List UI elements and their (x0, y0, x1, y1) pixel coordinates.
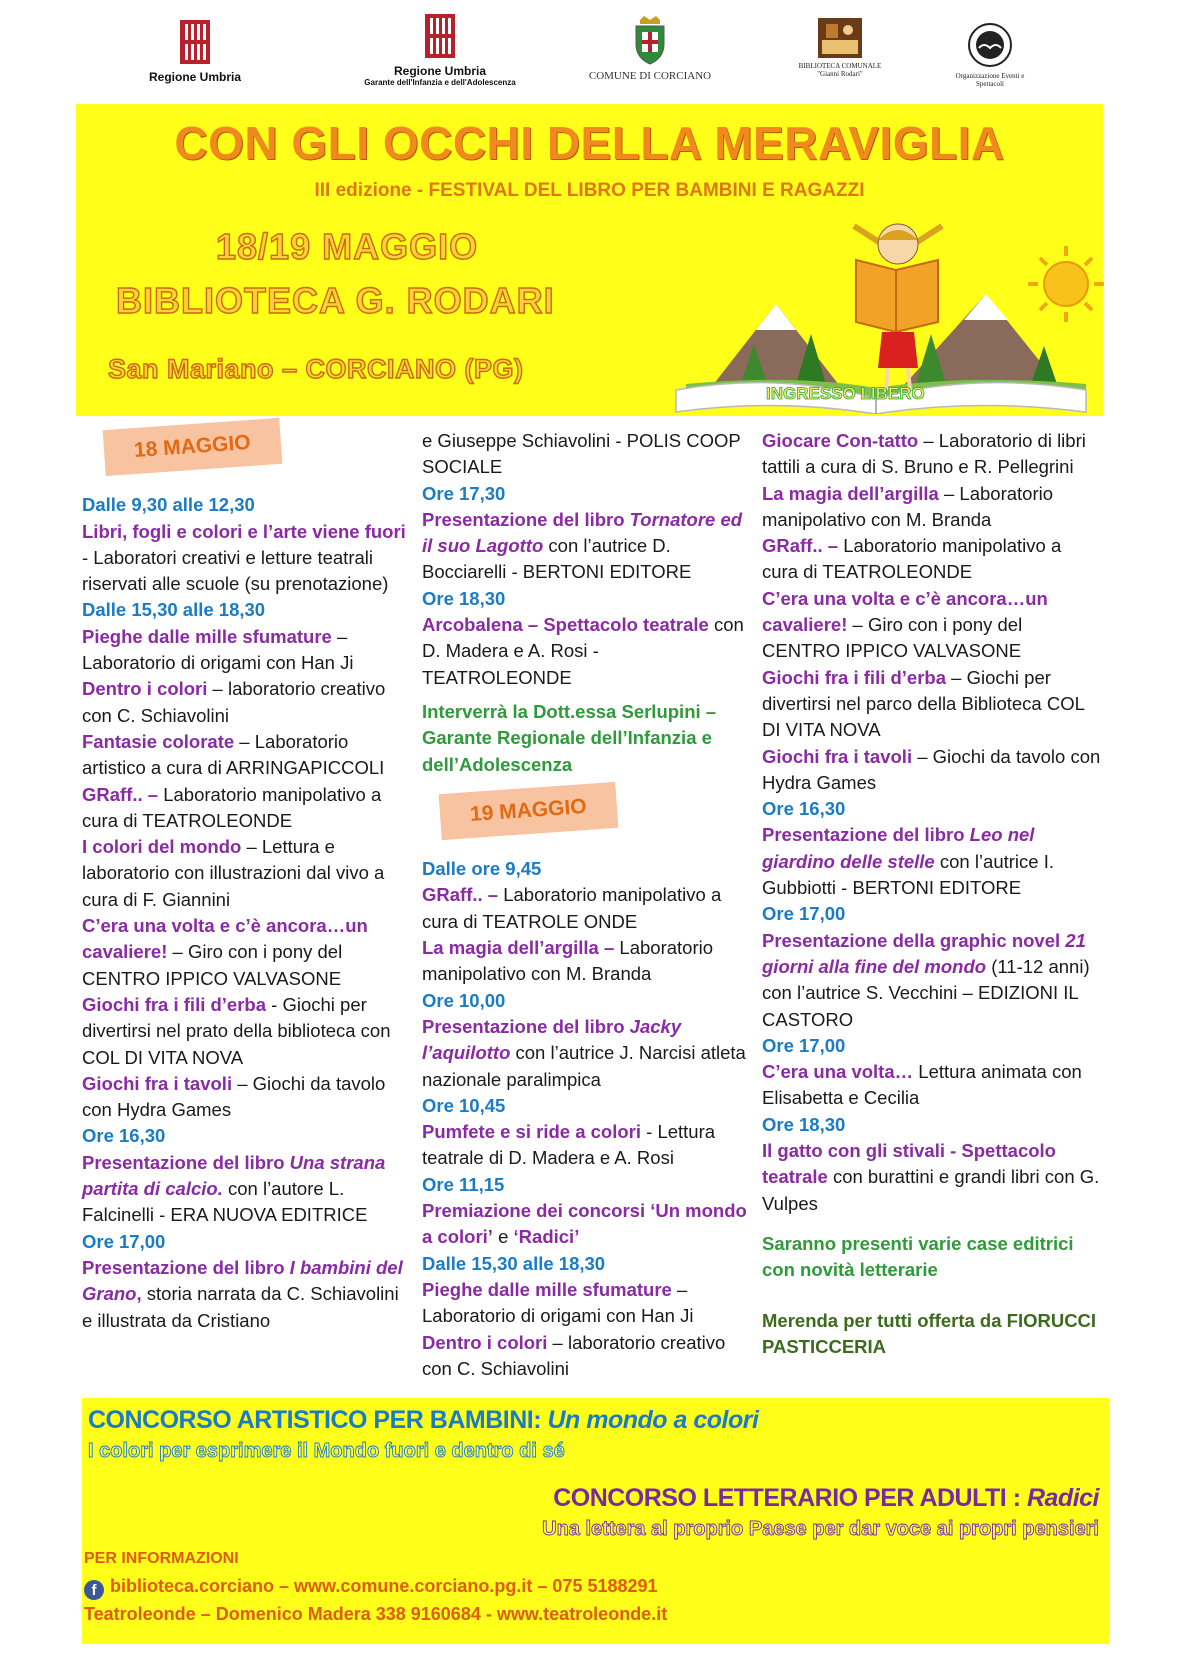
event-title: La magia dell’argilla – (422, 937, 615, 959)
event-desc: Laboratorio manipolativo con M. Branda (422, 937, 714, 985)
event-desc: – Giro con i pony del CENTRO IPPICO VALVASONE (82, 941, 343, 989)
event-title: Presentazione del libro (82, 1151, 290, 1173)
event-desc: – Giochi da tavolo con Hydra Games (82, 1072, 386, 1121)
program-entry (422, 1014, 752, 1093)
program-entry (82, 676, 412, 729)
time-slot: Ore 10,45 (422, 1094, 506, 1116)
program-entry (82, 519, 412, 598)
event-desc: storia narrata da C. Schiavolini e illustrata da Cristiano (82, 1283, 399, 1331)
event-desc: con l’autore L. Falcinelli - ERA NUOVA EDITRICE (82, 1178, 368, 1226)
corciano-crest-icon (630, 14, 670, 66)
festival-town: San Mariano – CORCIANO (PG) (108, 354, 524, 384)
teatroleonde-caption: Organizzazione Eventi e Spettacoli (955, 72, 1025, 88)
event-title: Giocare Con-tatto (762, 430, 919, 451)
info-label: PER INFORMAZIONI (84, 1550, 239, 1567)
contests-footer (82, 1398, 1109, 1644)
day-badge-18: 18 MAGGIO (103, 418, 283, 477)
program-entry (82, 992, 412, 1071)
event-title: Premiazione dei concorsi ‘Un mondo a colori’ (422, 1200, 747, 1248)
event-title: Giochi fra i fili d’erba (762, 666, 947, 688)
festival-subtitle: III edizione - FESTIVAL DEL LIBRO PER BAMBINI E RAGAZZI (314, 180, 865, 201)
publishers-note: Saranno presenti varie case editrici con novità letterarie (762, 1232, 1074, 1281)
event-title: Giochi fra i tavoli (82, 1072, 233, 1094)
regione-umbria-emblem-icon (178, 18, 212, 66)
logo-bar (0, 0, 1180, 100)
snack-note: Merenda per tutti offerta da FIORUCCI PASTICCERIA (762, 1309, 1097, 1357)
program-entry (82, 1071, 412, 1124)
event-title: Pieghe dalle mille sfumature (82, 625, 332, 647)
regione-umbria-logo (140, 18, 250, 84)
event-desc: – Laboratorio di origami con Han Ji (422, 1278, 694, 1327)
event-desc: – Laboratorio di libri tattili a cura di S. Bruno e R. Pellegrini (762, 430, 1086, 478)
art-contest-label: CONCORSO ARTISTICO PER BAMBINI: (88, 1406, 548, 1434)
book-title: 21 giorni alla fine del mondo (762, 929, 1086, 977)
event-title: Dentro i colori (82, 678, 208, 700)
comune-caption: COMUNE DI CORCIANO (588, 70, 712, 82)
event-desc: – Giro con i pony del CENTRO IPPICO VALVASONE (762, 614, 1023, 662)
program-entry (422, 612, 752, 691)
event-title: Presentazione del libro (422, 508, 630, 530)
program-entry (762, 428, 1102, 481)
festival-header (76, 104, 1103, 416)
teatroleonde-badge-icon (967, 22, 1013, 68)
time-slot: Ore 17,00 (762, 903, 846, 925)
event-desc: con l’autrice J. Narcisi atleta nazionale paralimpica (422, 1042, 746, 1090)
program-entry (762, 744, 1102, 797)
event-title: Presentazione della graphic novel (762, 929, 1066, 951)
biblioteca-photo-icon (818, 18, 862, 58)
program-entry-continued: e Giuseppe Schiavolini - POLIS COOP SOCIALE (422, 430, 741, 478)
program-entry (762, 665, 1102, 744)
event-desc: Lettura animata con Elisabetta e Cecilia (762, 1061, 1082, 1109)
time-slot: Ore 18,30 (422, 587, 506, 609)
day-badge-19: 19 MAGGIO (439, 782, 619, 841)
program-entry (762, 1138, 1102, 1217)
info-line-library (84, 1576, 658, 1600)
event-desc: con l’autrice D. Bocciarelli - BERTONI EDITORE (422, 535, 692, 583)
event-desc: – laboratorio creativo con C. Schiavolini (82, 678, 386, 726)
program-entry (82, 1255, 412, 1334)
event-desc: con l’autrice I. Gubbiotti - BERTONI EDITORE (762, 850, 1054, 899)
event-desc: Laboratorio manipolativo a cura di TEATROLEONDE (82, 783, 382, 831)
program-entry (82, 624, 412, 677)
book-title: Jacky l’aquilotto (422, 1015, 682, 1064)
time-slot: Dalle ore 9,45 (422, 858, 542, 880)
event-title: C’era una volta e c’è ancora…un cavaliere! (762, 587, 1048, 636)
time-slot: Ore 18,30 (762, 1113, 846, 1135)
time-slot: Ore 10,00 (422, 989, 506, 1011)
sun-icon (1028, 246, 1104, 322)
event-title: Presentazione del libro (82, 1256, 290, 1278)
event-desc: – Giochi da tavolo con Hydra Games (762, 745, 1101, 793)
program-entry (762, 1059, 1102, 1112)
time-slot: Ore 16,30 (82, 1125, 166, 1147)
event-title: Dentro i colori (422, 1331, 548, 1353)
program-entry (422, 882, 752, 935)
event-desc: Laboratorio manipolativo a cura di TEATROLEONDE (762, 535, 1062, 583)
event-desc: con D. Madera e A. Rosi - TEATROLEONDE (422, 614, 744, 688)
event-title: GRaff.. – (762, 535, 839, 557)
event-desc: Laboratorio manipolativo a cura di TEATROLE ONDE (422, 884, 722, 932)
event-title: Presentazione del libro (762, 824, 970, 846)
program-entry (422, 507, 752, 586)
program-entry (82, 834, 412, 913)
event-desc: – Lettura e laboratorio con illustrazioni dal vivo a cura di F. Giannini (82, 836, 385, 910)
literary-contest-heading (553, 1484, 1099, 1513)
event-title: Presentazione del libro (422, 1015, 630, 1037)
event-title: C’era una volta e c’è ancora…un cavaliere! (82, 915, 368, 963)
event-desc: – laboratorio creativo con C. Schiavolini (422, 1331, 726, 1379)
book-title: Leo nel giardino delle stelle (762, 824, 1035, 872)
art-contest-heading (88, 1406, 758, 1435)
event-desc: (11-12 anni) con l’autrice S. Vecchini – EDIZIONI IL CASTORO (762, 955, 1090, 1030)
program-entry (762, 822, 1102, 901)
program-entry (762, 533, 1102, 586)
event-title: GRaff.. – (422, 884, 499, 906)
event-desc: – Laboratorio manipolativo con M. Branda (762, 482, 1054, 530)
event-title: Pieghe dalle mille sfumature (422, 1278, 672, 1300)
program-column-3 (762, 428, 1102, 1360)
book-title: Tornatore ed il suo Lagotto (422, 508, 743, 557)
program-column-2 (422, 428, 752, 1382)
festival-title: CON GLI OCCHI DELLA MERAVIGLIA (174, 117, 1005, 169)
book-title: I bambini del Grano (82, 1256, 403, 1305)
event-desc: – Giochi per divertirsi nel parco della Biblioteca COL DI VITA NOVA (762, 666, 1085, 741)
event-title: Fantasie colorate (82, 730, 235, 752)
art-contest-subtitle: I colori per esprimere il Mondo fuori e dentro di sé (88, 1440, 565, 1462)
regione-umbria-garante-logo (350, 18, 530, 87)
program-entry (422, 1330, 752, 1383)
open-book-illustration (646, 184, 1106, 414)
time-slot: Ore 17,00 (82, 1230, 166, 1252)
program-entry (82, 782, 412, 835)
program-column-1 (82, 428, 412, 1334)
event-title: ‘Radici’ (513, 1226, 580, 1248)
facebook-icon[interactable]: f (84, 1580, 104, 1600)
program-entry (422, 935, 752, 988)
regione-umbria-emblem-icon (423, 12, 457, 60)
regione-umbria-caption: Regione Umbria (148, 70, 241, 84)
theatre-contact-link[interactable]: Teatroleonde – Domenico Madera 338 9160684 - www.teatroleonde.it (84, 1604, 668, 1624)
event-title: Giochi fra i fili d’erba (82, 993, 267, 1015)
time-slot: Ore 16,30 (762, 798, 846, 820)
program-entry (762, 586, 1102, 665)
event-desc: – Laboratorio di origami con Han Ji (82, 625, 354, 674)
event-desc: - Lettura teatrale di D. Madera e A. Rosi (422, 1121, 716, 1169)
time-slot: Dalle 15,30 alle 18,30 (422, 1252, 606, 1274)
program-entry (82, 729, 412, 782)
guest-note: Interverrà la Dott.essa Serlupini – Garante Regionale dell’Infanzia e dell’Adolescenza (422, 700, 717, 775)
event-desc: e (492, 1226, 514, 1248)
time-slot: Ore 17,30 (422, 482, 506, 504)
event-title: C’era una volta… (762, 1061, 914, 1083)
time-slot: Ore 11,15 (422, 1173, 505, 1195)
program-entry (422, 1119, 752, 1172)
program-entry (82, 913, 412, 992)
time-slot: Ore 17,00 (762, 1034, 846, 1056)
punctuation: , (136, 1283, 142, 1305)
book-title: Una strana partita di calcio. (82, 1151, 386, 1200)
event-desc: - Laboratori creativi e letture teatrali riservati alle scuole (su prenotazione) (82, 546, 389, 595)
literary-contest-name: Radici (1026, 1484, 1099, 1512)
event-desc: - Giochi per divertirsi nel prato della biblioteca con COL DI VITA NOVA (82, 993, 391, 1068)
event-title: I colori del mondo (82, 836, 242, 858)
event-title: La magia dell’argilla (762, 482, 939, 504)
program-entry (422, 1277, 752, 1330)
free-entry-label: INGRESSO LIBERO (766, 384, 925, 403)
event-title: Libri, fogli e colori e l’arte viene fuori (82, 520, 406, 542)
festival-dates: 18/19 MAGGIO (216, 226, 479, 267)
time-slot: Dalle 9,30 alle 12,30 (82, 494, 255, 516)
garante-caption: Garante dell'Infanzia e dell'Adolescenza (364, 78, 516, 87)
event-title: Arcobalena – Spettacolo teatrale (422, 614, 709, 636)
program-entry (762, 481, 1102, 534)
regione-umbria-caption: Regione Umbria (393, 64, 486, 78)
teatroleonde-logo (945, 22, 1035, 88)
event-title: GRaff.. – (82, 783, 159, 805)
library-contact-link[interactable]: biblioteca.corciano – www.comune.corciano.pg.it – 075 5188291 (110, 1576, 658, 1596)
event-desc: – Laboratorio artistico a cura di ARRINGAPICCOLI (82, 730, 385, 779)
biblioteca-logo (780, 18, 900, 78)
time-slot: Dalle 15,30 alle 18,30 (82, 599, 266, 621)
program-entry (762, 928, 1102, 1033)
festival-venue: BIBLIOTECA G. RODARI (116, 280, 555, 321)
comune-corciano-logo (580, 18, 720, 82)
info-line-theatre (84, 1604, 667, 1625)
biblioteca-caption: BIBLIOTECA COMUNALE (798, 62, 882, 70)
event-desc: con burattini e grandi libri con G. Vulpes (762, 1166, 1100, 1214)
art-contest-name: Un mondo a colori (547, 1406, 759, 1434)
program-entry (422, 1198, 752, 1251)
literary-contest-label: CONCORSO LETTERARIO PER ADULTI : (553, 1484, 1027, 1512)
program-entry (82, 1150, 412, 1229)
biblioteca-subcaption: "Gianni Rodari" (817, 70, 863, 78)
literary-contest-subtitle: Una lettera al proprio Paese per dar voce ai propri pensieri (542, 1518, 1099, 1540)
event-title: Pumfete e si ride a colori (422, 1121, 641, 1143)
event-title: Il gatto con gli stivali - Spettacolo teatrale (762, 1140, 1056, 1188)
event-title: Giochi fra i tavoli (762, 745, 913, 767)
